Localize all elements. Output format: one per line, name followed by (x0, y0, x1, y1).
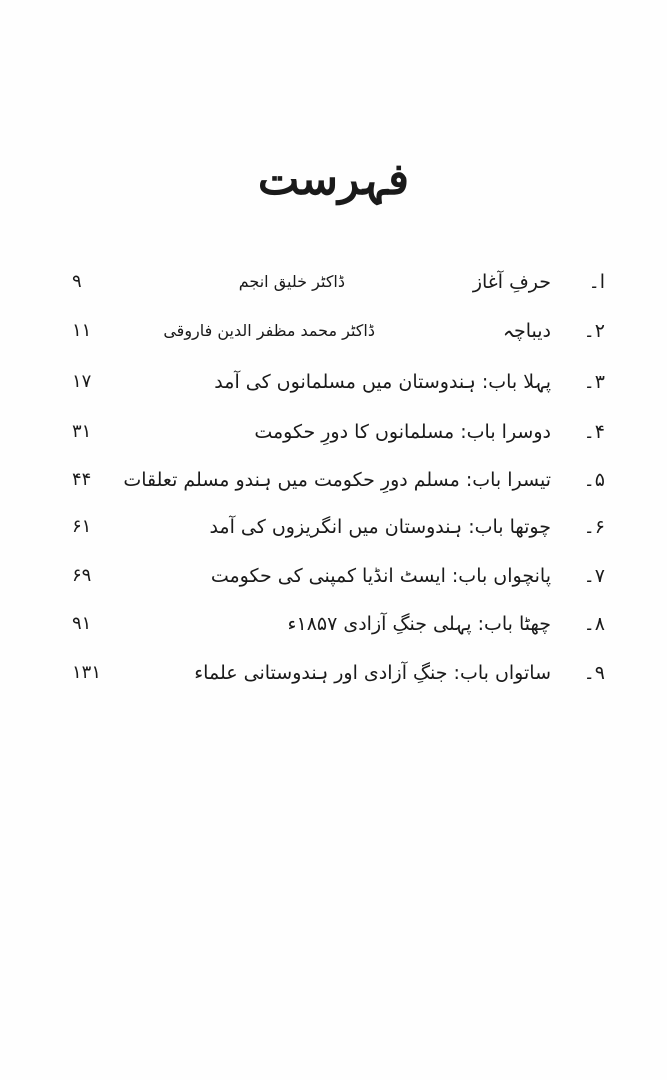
entry-number: ۷۔ (583, 565, 605, 587)
entry-page-number: ۶۹ (72, 565, 92, 586)
toc-entry[interactable] (60, 262, 605, 302)
toc-entry[interactable] (60, 412, 605, 452)
entry-title: ساتواں باب: جنگِ آزادی اور ہندوستانی علماء (194, 662, 551, 684)
entry-title: چھٹا باب: پہلی جنگِ آزادی ۱۸۵۷ء (287, 613, 551, 635)
entry-title: حرفِ آغاز (472, 271, 551, 293)
entry-number: ا۔ (588, 271, 605, 293)
toc-entry[interactable] (60, 460, 605, 500)
toc-entry[interactable] (60, 604, 605, 644)
entry-page-number: ۶۱ (72, 516, 92, 537)
entry-title: پانچواں باب: ایسٹ انڈیا کمپنی کی حکومت (210, 565, 551, 587)
toc-entry[interactable] (60, 653, 605, 693)
entry-page-number: ۱۱ (72, 320, 92, 341)
entry-title: دیباچہ (502, 320, 551, 342)
entry-number: ۶۔ (583, 516, 605, 538)
entry-page-number: ۱۳۱ (72, 662, 102, 683)
table-of-contents (0, 262, 667, 722)
entry-number: ۸۔ (583, 613, 605, 635)
page-title: فہرست (257, 154, 410, 205)
entry-title: چوتھا باب: ہندوستان میں انگریزوں کی آمد (209, 516, 551, 538)
entry-page-number: ۹۱ (72, 613, 92, 634)
toc-entry[interactable] (60, 556, 605, 596)
entry-title: تیسرا باب: مسلم دورِ حکومت میں ہندو مسلم تعلقات (123, 469, 551, 491)
entry-page-number: ۳۱ (72, 421, 92, 442)
entry-author: ڈاکٹر خلیق انجم (238, 272, 345, 291)
entry-title: دوسرا باب: مسلمانوں کا دورِ حکومت (254, 421, 551, 443)
entry-number: ۳۔ (583, 371, 605, 393)
toc-entry[interactable] (60, 311, 605, 351)
entry-number: ۵۔ (583, 469, 605, 491)
entry-author: ڈاکٹر محمد مظفر الدین فاروقی (163, 321, 375, 340)
toc-entry[interactable] (60, 362, 605, 402)
entry-page-number: ۴۴ (72, 469, 92, 490)
entry-number: ۴۔ (583, 421, 605, 443)
toc-entry[interactable] (60, 507, 605, 547)
entry-page-number: ۹ (72, 271, 82, 292)
entry-page-number: ۱۷ (72, 371, 92, 392)
entry-title: پہلا باب: ہندوستان میں مسلمانوں کی آمد (214, 371, 551, 393)
entry-number: ۹۔ (583, 662, 605, 684)
entry-number: ۲۔ (583, 320, 605, 342)
